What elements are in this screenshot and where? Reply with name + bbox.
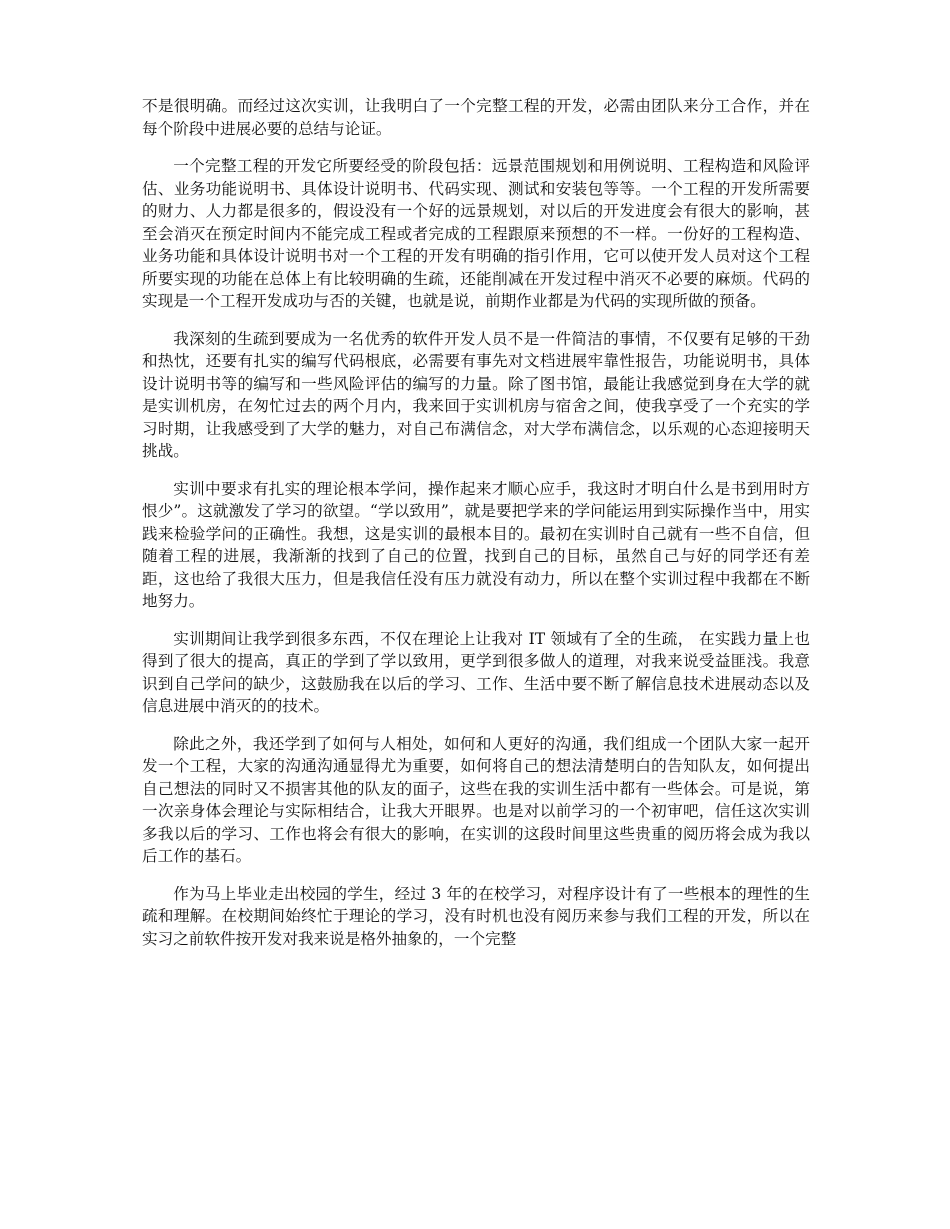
paragraph-2: 一个完整工程的开发它所要经受的阶段包括：远景范围规划和用例说明、工程构造和风险评估、业务功能说明书、具体设计说明书、代码实现、测试和安装包等等。一个工程的开发所需要的财力、人力都是很多的，假设没有一个好的远景规划，对以后的开发进度会有很大的影响，甚至会消灭在预定时间内不能完成工程或者完成的工程跟原来预想的不一样。一份好的工程构造、业务功能和具体设计说明书对一个工程的开发有明确的指引作用，它可以使开发人员对这个工程所要实现的功能在总体上有比较明确的生疏，还能削减在开发过程中消灭不必要的麻烦。代码的实现是一个工程开发成功与否的关键，也就是说，前期作业都是为代码的实现所做的预备。 bbox=[142, 157, 810, 310]
paragraph-6: 除此之外，我还学到了如何与人相处，如何和人更好的沟通，我们组成一个团队大家一起开发一个工程，大家的沟通沟通显得尤为重要，如何将自己的想法清楚明白的告知队友，如何提出自己想法的同时又不损害其他的队友的面子，这些在我的实训生活中都有一些体会。可是说，第一次亲身体会理论与实际相结合，让我大开眼界。也是对以前学习的一个初审吧，信任这次实训多我以后的学习、工作也将会有很大的影响，在实训的这段时间里这些贵重的阅历将会成为我以后工作的基石。 bbox=[142, 734, 810, 865]
paragraph-4: 实训中要求有扎实的理论根本学问，操作起来才顺心应手，我这时才明白什么是书到用时方恨少”。这就激发了学习的欲望。“学以致用”，就是要把学来的学问能运用到实际操作当中，用实践来检验学问的正确性。我想，这是实训的最根本目的。最初在实训时自己就有一些不自信，但随着工程的进展，我渐渐的找到了自己的位置，找到自己的目标，虽然自己与好的同学还有差距，这也给了我很大压力，但是我信任没有压力就没有动力，所以在整个实训过程中我都在不断地努力。 bbox=[142, 479, 810, 610]
paragraph-3: 我深刻的生疏到要成为一名优秀的软件开发人员不是一件简洁的事情，不仅要有足够的干劲和热忱，还要有扎实的编写代码根底，必需要有事先对文档进展牢靠性报告，功能说明书，具体设计说明书等的编写和一些风险评估的编写的力量。除了图书馆，最能让我感觉到身在大学的就是实训机房，在匆忙过去的两个月内，我来回于实训机房与宿舍之间，使我享受了一个充实的学习时期，让我感受到了大学的魅力，对自己布满信念，对大学布满信念，以乐观的心态迎接明天挑战。 bbox=[142, 329, 810, 460]
paragraph-5: 实训期间让我学到很多东西，不仅在理论上让我对 IT 领域有了全的生疏， 在实践力量上也得到了很大的提高，真正的学到了学以致用，更学到很多做人的道理，对我来说受益匪浅。我意识到自己学问的缺少，这鼓励我在以后的学习、工作、生活中要不断了解信息技术进展动态以及信息进展中消灭的的技术。 bbox=[142, 629, 810, 715]
paragraph-1: 不是很明确。而经过这次实训，让我明白了一个完整工程的开发，必需由团队来分工合作，并在每个阶段中进展必要的总结与论证。 bbox=[142, 97, 810, 138]
document-page bbox=[142, 95, 810, 965]
paragraph-7: 作为马上毕业走出校园的学生，经过 3 年的在校学习，对程序设计有了一些根本的理性的生疏和理解。在校期间始终忙于理论的学习，没有时机也没有阅历来参与我们工程的开发，所以在实习之前软件按开发对我来说是格外抽象的，一个完整 bbox=[142, 884, 810, 948]
